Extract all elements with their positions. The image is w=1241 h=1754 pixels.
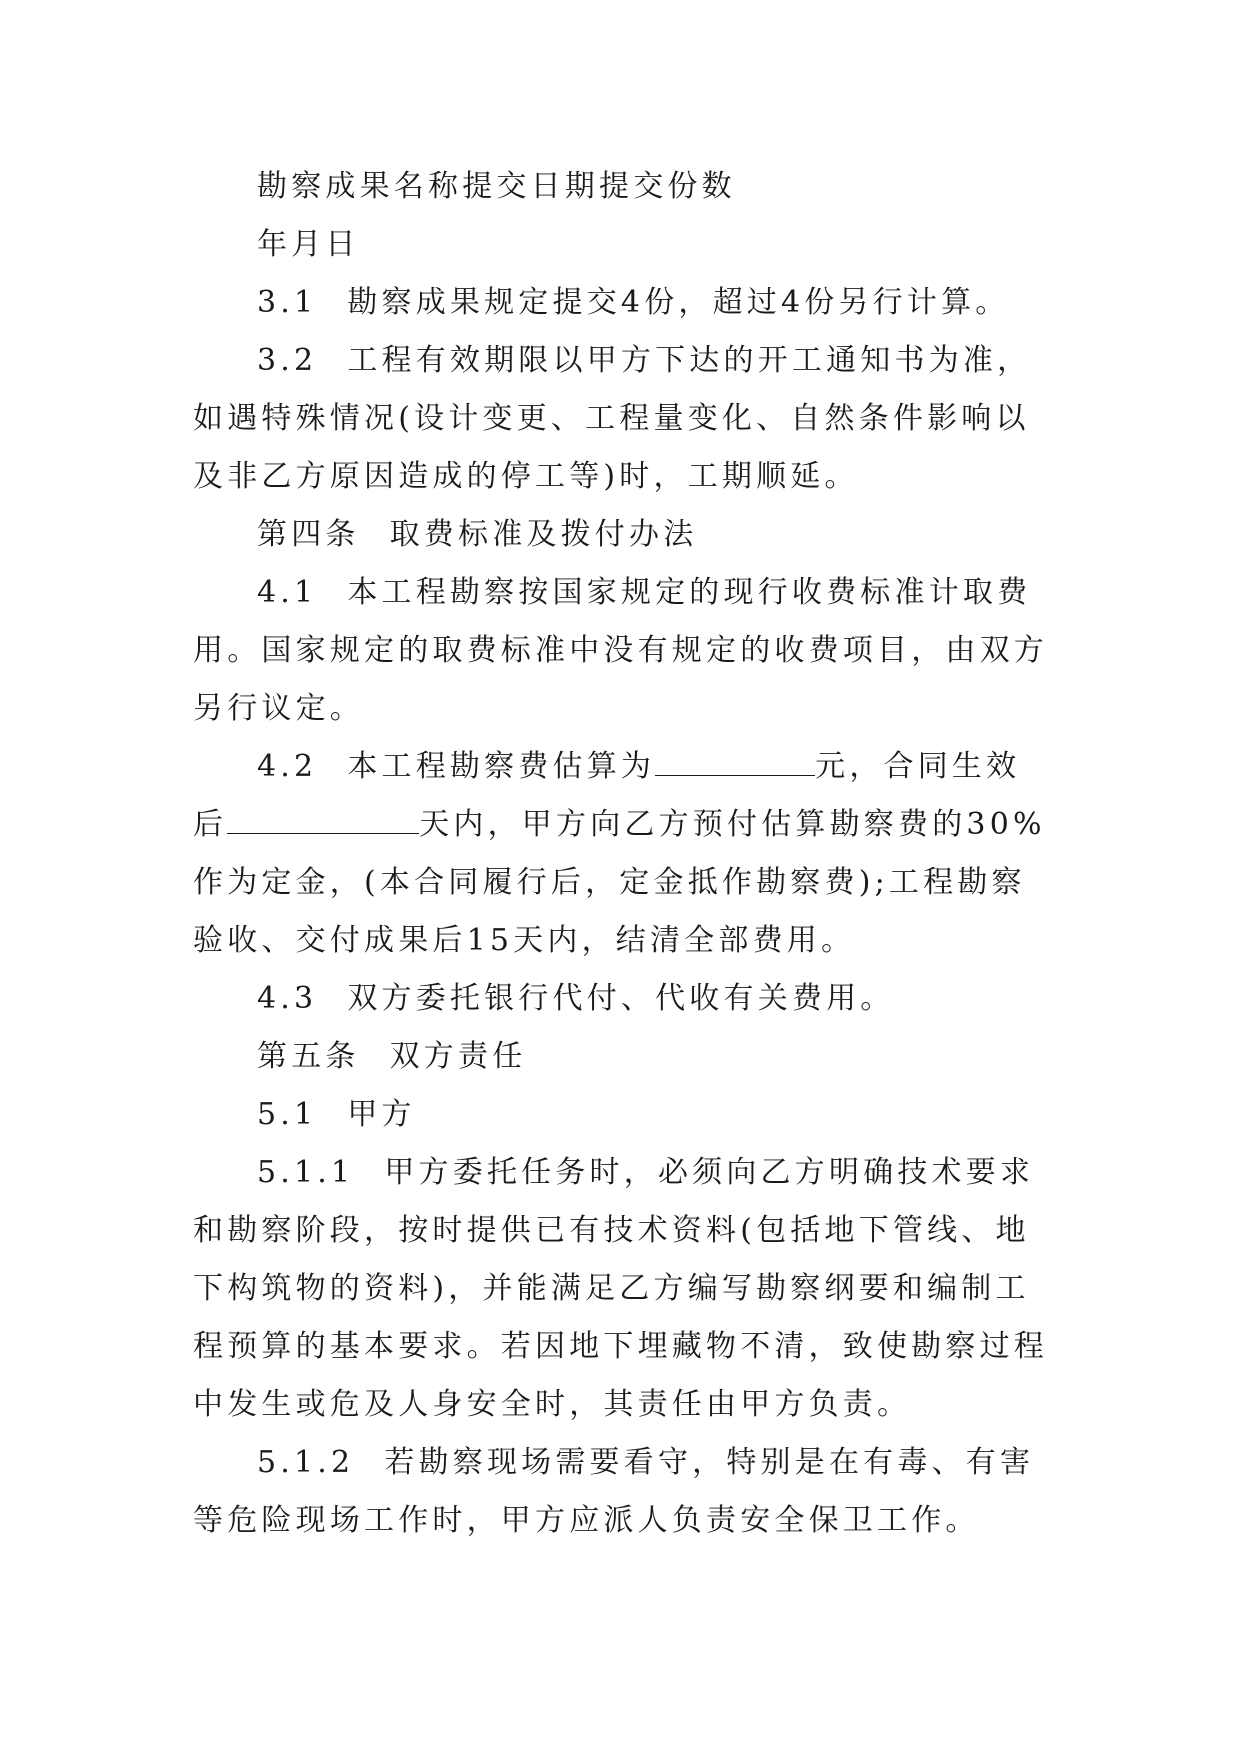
clause-number: 5.1.2 <box>257 1445 355 1480</box>
clause-text: 勘察成果规定提交4份，超过4份另行计算。 <box>347 285 1010 320</box>
clause-text: 甲方 <box>347 1097 416 1132</box>
clause-number: 4.1 <box>257 575 318 610</box>
clause-text-part-a: 本工程勘察费估算为 <box>347 749 656 784</box>
days-blank[interactable] <box>227 805 419 834</box>
paragraph-text: 年月日 <box>257 227 360 262</box>
clause-3-1 <box>193 274 1053 332</box>
clause-text: 双方委托银行代付、代收有关费用。 <box>347 981 895 1016</box>
clause-4-2 <box>193 738 1053 970</box>
article-5-heading <box>193 1028 1053 1086</box>
clause-3-2 <box>193 332 1053 506</box>
article-title: 双方责任 <box>389 1039 527 1074</box>
clause-number: 4.2 <box>257 749 318 784</box>
document-body <box>193 158 1053 1550</box>
clause-text: 工程有效期限以甲方下达的开工通知书为准，如遇特殊情况(设计变更、工程量变化、自然条件影响以及非乙方原因造成的停工等)时，工期顺延。 <box>193 343 1032 494</box>
paragraph-text: 勘察成果名称提交日期提交份数 <box>257 169 736 204</box>
article-title: 取费标准及拨付办法 <box>389 517 698 552</box>
clause-text: 甲方委托任务时，必须向乙方明确技术要求和勘察阶段，按时提供已有技术资料(包括地下管线、地下构筑物的资料)，并能满足乙方编写勘察纲要和编制工程预算的基本要求。若因地下埋藏物不清，致使勘察过程中发生或危及人身安全时，其责任由甲方负责。 <box>193 1155 1048 1422</box>
paragraph-results-table-header <box>193 158 1053 216</box>
article-number: 第五条 <box>257 1039 360 1074</box>
paragraph-date-label <box>193 216 1053 274</box>
clause-5-1-2 <box>193 1434 1053 1550</box>
article-4-heading <box>193 506 1053 564</box>
clause-4-1 <box>193 564 1053 738</box>
fee-amount-blank[interactable] <box>655 747 815 776</box>
clause-text: 若勘察现场需要看守，特别是在有毒、有害等危险现场工作时，甲方应派人负责安全保卫工作。 <box>193 1445 1035 1538</box>
article-number: 第四条 <box>257 517 360 552</box>
clause-text-part-b: 元，合同生效后 <box>193 749 1021 842</box>
clause-text-part-c: 天内，甲方向乙方预付估算勘察费的30%作为定金，(本合同履行后，定金抵作勘察费);工程勘察验收、交付成果后15天内，结清全部费用。 <box>193 807 1046 958</box>
clause-number: 5.1.1 <box>257 1155 355 1190</box>
clause-5-1-1 <box>193 1144 1053 1434</box>
clause-number: 4.3 <box>257 981 318 1016</box>
clause-text: 本工程勘察按国家规定的现行收费标准计取费用。国家规定的取费标准中没有规定的收费项目，由双方另行议定。 <box>193 575 1048 726</box>
clause-number: 3.2 <box>257 343 318 378</box>
clause-number: 3.1 <box>257 285 318 320</box>
clause-number: 5.1 <box>257 1097 318 1132</box>
clause-4-3 <box>193 970 1053 1028</box>
clause-5-1 <box>193 1086 1053 1144</box>
